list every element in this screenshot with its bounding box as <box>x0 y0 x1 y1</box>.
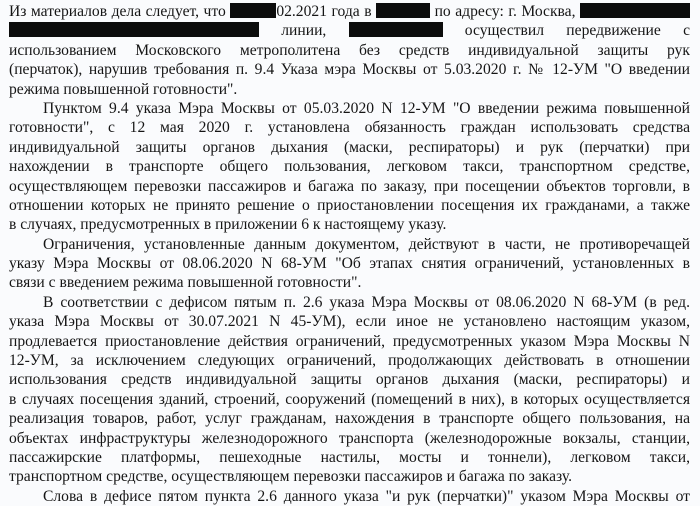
text-line: Пунктом 9.4 указа Мэра Москвы от 05.03.2020 N 12-УМ "О введении режима повышенной <box>43 99 690 117</box>
text-line: Из материалов дела следует, что 02.2021 года в по адресу: г. Москва, <box>9 2 690 21</box>
paragraph-3 <box>9 235 690 293</box>
paragraph-2 <box>9 99 690 235</box>
text-line: использования средств индивидуальной защиты органов дыхания (маски, респираторы) и <box>9 371 690 389</box>
text-line: использованием Московского метрополитена без средств индивидуальной защиты рук <box>9 41 690 59</box>
text-line: линии, осуществил передвижение с <box>9 21 690 40</box>
text-line: объектах инфраструктуры железнодорожного транспорта (железнодорожные вокзалы, станции, <box>9 429 690 447</box>
text-line: реализация товаров, работ, услуг гражданам, нахождения в транспорте общего пользования, на <box>9 410 690 428</box>
text-line: транспортном средстве, осуществляющем перевозки пассажиров и багажа по заказу. <box>9 468 573 486</box>
text-line: В соответствии с дефисом пятым п. 2.6 указа Мэра Москвы от 08.06.2020 N 68-УМ (в ред. <box>43 293 690 311</box>
text-line: отношении которых не принято решение о приостановлении посещения их гражданами, а также <box>9 196 690 214</box>
text-line: указу Мэра Москвы от 08.06.2020 N 68-УМ "Об этапах снятия ограничений, установленных в <box>9 255 690 273</box>
text-line: 12-УМ, за исключением следующих ограничений, продолжающих действовать в отношении <box>9 352 690 370</box>
text-line: готовности", с 12 мая 2020 г. установлена обязанность граждан использовать средства <box>9 119 690 137</box>
redaction-block <box>349 22 443 37</box>
redaction-block <box>376 3 430 18</box>
text-line: в случаях, предусмотренных в приложении 6 к настоящему указу. <box>9 216 447 234</box>
text-line: связи с введением режима повышенной готовности". <box>9 274 362 292</box>
text-line: режима повышенной готовности". <box>9 80 238 98</box>
text-line: указа Мэра Москвы от 30.07.2021 N 45-УМ), если иное не установлено настоящим указом, <box>9 313 690 331</box>
text-line: осуществляющем перевозки пассажиров и багажа по заказу, при посещении объектов торговли, в <box>9 177 690 195</box>
text-line: пассажирские платформы, пешеходные настилы, мосты и тоннели), легковом такси, <box>9 448 690 466</box>
redaction-block <box>230 3 276 18</box>
redaction-block <box>9 22 259 37</box>
text-line: нахождении в транспорте общего пользования, легковом такси, транспортном средстве, <box>9 158 690 176</box>
text-line: Слова в дефисе пятом пункта 2.6 данного указа "и рук (перчатки)" указом Мэра Москвы от <box>43 487 690 505</box>
paragraph-1 <box>9 2 690 99</box>
text-line: (перчаток), нарушив требования п. 9.4 Указа мэра Москвы от 5.03.2020 г. № 12-УМ "О введении <box>9 61 690 79</box>
redaction-block <box>580 3 690 18</box>
text-line: индивидуальной защиты органов дыхания (маски, респираторы) и рук (перчатки) при <box>9 138 690 156</box>
paragraph-5 <box>9 487 690 506</box>
text-line: продлевается приостановление действия ограничений, предусмотренных указом Мэра Москвы N <box>9 332 690 350</box>
paragraph-4 <box>9 293 690 487</box>
text-line: в случаях посещения зданий, строений, сооружений (помещений в них), в которых осуществляется <box>9 390 690 408</box>
text-line: Ограничения, установленные данным документом, действуют в части, не противоречащей <box>43 235 690 253</box>
